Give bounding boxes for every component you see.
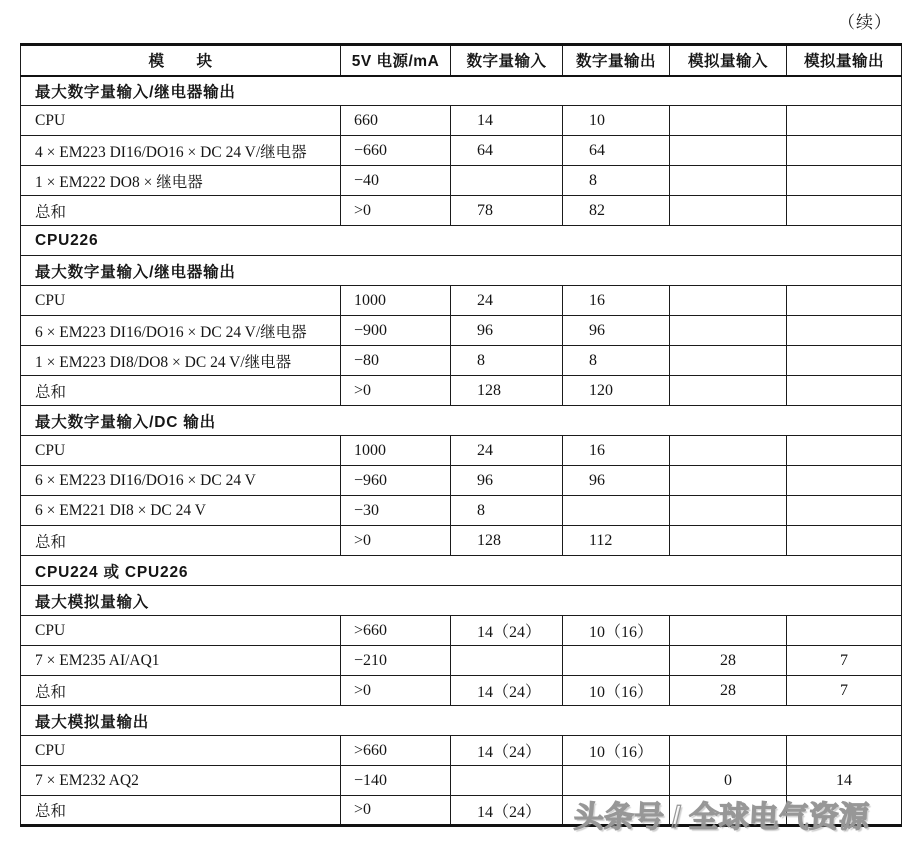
data-row [21, 376, 902, 406]
data-row [21, 286, 902, 316]
power-cell: 1000 [341, 286, 451, 316]
ai-cell [670, 106, 787, 136]
di-cell: 14（24） [451, 676, 563, 706]
section-row [21, 556, 902, 586]
ai-cell: 0 [670, 766, 787, 796]
ao-cell [787, 136, 902, 166]
data-row [21, 346, 902, 376]
section-label: 最大数字量输入/继电器输出 [21, 76, 902, 106]
do-cell: 112 [563, 526, 670, 556]
di-cell: 14（24） [451, 796, 563, 826]
data-row [21, 316, 902, 346]
section-label: CPU226 [21, 226, 902, 256]
ao-cell [787, 286, 902, 316]
section-row [21, 226, 902, 256]
module-cell: 6 × EM221 DI8 × DC 24 V [21, 496, 341, 526]
do-cell [563, 646, 670, 676]
module-cell: 7 × EM235 AI/AQ1 [21, 646, 341, 676]
data-row [21, 526, 902, 556]
do-cell: 16 [563, 286, 670, 316]
ai-cell: 28 [670, 676, 787, 706]
ao-cell: 7 [787, 676, 902, 706]
module-cell: CPU [21, 616, 341, 646]
module-cell: 总和 [21, 196, 341, 226]
di-cell: 96 [451, 316, 563, 346]
data-row [21, 676, 902, 706]
column-header-module: 模 块 [21, 45, 341, 76]
ai-cell [670, 316, 787, 346]
data-row [21, 736, 902, 766]
ao-cell [787, 376, 902, 406]
do-cell: 8 [563, 346, 670, 376]
data-row [21, 436, 902, 466]
ao-cell [787, 196, 902, 226]
di-cell [451, 646, 563, 676]
do-cell: 16 [563, 436, 670, 466]
data-row [21, 466, 902, 496]
di-cell: 24 [451, 286, 563, 316]
section-label: 最大数字量输入/DC 输出 [21, 406, 902, 436]
data-row [21, 196, 902, 226]
table-body [21, 76, 902, 826]
section-row [21, 706, 902, 736]
column-header-ao: 模拟量输出 [787, 45, 902, 76]
power-cell: >660 [341, 736, 451, 766]
ai-cell [670, 496, 787, 526]
do-cell: 10（16） [563, 676, 670, 706]
table-header-row [21, 45, 902, 76]
di-cell: 78 [451, 196, 563, 226]
power-cell: −900 [341, 316, 451, 346]
column-header-ai: 模拟量输入 [670, 45, 787, 76]
ai-cell: 28 [670, 646, 787, 676]
di-cell: 128 [451, 526, 563, 556]
ao-cell [787, 166, 902, 196]
watermark: 头条号 / 全球电气资源 [572, 801, 870, 834]
ai-cell [670, 466, 787, 496]
di-cell [451, 166, 563, 196]
do-cell [563, 496, 670, 526]
module-cell: 6 × EM223 DI16/DO16 × DC 24 V [21, 466, 341, 496]
power-cell: −40 [341, 166, 451, 196]
ao-cell [787, 346, 902, 376]
module-cell: 总和 [21, 796, 341, 826]
power-cell: −660 [341, 136, 451, 166]
di-cell: 24 [451, 436, 563, 466]
table-header [21, 45, 902, 76]
di-cell: 8 [451, 496, 563, 526]
module-cell: 总和 [21, 526, 341, 556]
ao-cell [787, 316, 902, 346]
data-row [21, 796, 902, 826]
power-cell: >0 [341, 526, 451, 556]
section-label: 最大模拟量输入 [21, 586, 902, 616]
section-label: CPU224 或 CPU226 [21, 556, 902, 586]
power-cell: 660 [341, 106, 451, 136]
section-label: 最大数字量输入/继电器输出 [21, 256, 902, 286]
ao-cell [787, 616, 902, 646]
module-spec-table [20, 43, 902, 827]
ao-cell [787, 736, 902, 766]
ai-cell [670, 736, 787, 766]
power-cell: >0 [341, 196, 451, 226]
ao-cell [787, 526, 902, 556]
ai-cell [670, 136, 787, 166]
column-header-di: 数字量输入 [451, 45, 563, 76]
ai-cell [670, 286, 787, 316]
do-cell: 10 [563, 106, 670, 136]
power-cell: −210 [341, 646, 451, 676]
ao-cell: 14 [787, 766, 902, 796]
do-cell: 10（16） [563, 736, 670, 766]
do-cell: 82 [563, 196, 670, 226]
data-row [21, 106, 902, 136]
ai-cell [670, 346, 787, 376]
power-cell: −960 [341, 466, 451, 496]
module-cell: 总和 [21, 376, 341, 406]
ao-cell [787, 796, 902, 826]
power-cell: >660 [341, 616, 451, 646]
data-row [21, 646, 902, 676]
do-cell [563, 766, 670, 796]
power-cell: −140 [341, 766, 451, 796]
di-cell: 64 [451, 136, 563, 166]
ai-cell [670, 796, 787, 826]
ao-cell: 7 [787, 646, 902, 676]
power-cell: −80 [341, 346, 451, 376]
power-cell: >0 [341, 376, 451, 406]
data-row [21, 136, 902, 166]
di-cell: 96 [451, 466, 563, 496]
module-cell: 4 × EM223 DI16/DO16 × DC 24 V/继电器 [21, 136, 341, 166]
module-cell: 1 × EM223 DI8/DO8 × DC 24 V/继电器 [21, 346, 341, 376]
do-cell: 96 [563, 316, 670, 346]
module-cell: 6 × EM223 DI16/DO16 × DC 24 V/继电器 [21, 316, 341, 346]
data-row [21, 496, 902, 526]
ai-cell [670, 196, 787, 226]
ai-cell [670, 436, 787, 466]
di-cell: 8 [451, 346, 563, 376]
module-cell: CPU [21, 286, 341, 316]
ao-cell [787, 496, 902, 526]
ao-cell [787, 106, 902, 136]
do-cell: 64 [563, 136, 670, 166]
power-cell: −30 [341, 496, 451, 526]
module-cell: 7 × EM232 AQ2 [21, 766, 341, 796]
section-label: 最大模拟量输出 [21, 706, 902, 736]
module-cell: 1 × EM222 DO8 × 继电器 [21, 166, 341, 196]
data-row [21, 766, 902, 796]
di-cell: 14（24） [451, 616, 563, 646]
di-cell: 14（24） [451, 736, 563, 766]
do-cell [563, 796, 670, 826]
do-cell: 96 [563, 466, 670, 496]
ao-cell [787, 436, 902, 466]
module-cell: 总和 [21, 676, 341, 706]
data-row [21, 166, 902, 196]
di-cell: 128 [451, 376, 563, 406]
column-header-power: 5V 电源/mA [341, 45, 451, 76]
data-row [21, 616, 902, 646]
section-row [21, 256, 902, 286]
module-cell: CPU [21, 736, 341, 766]
di-cell [451, 766, 563, 796]
ai-cell [670, 376, 787, 406]
do-cell: 120 [563, 376, 670, 406]
continued-label: （续） [838, 13, 892, 32]
column-header-do: 数字量输出 [563, 45, 670, 76]
power-cell: 1000 [341, 436, 451, 466]
module-cell: CPU [21, 106, 341, 136]
do-cell: 10（16） [563, 616, 670, 646]
section-row [21, 76, 902, 106]
do-cell: 8 [563, 166, 670, 196]
di-cell: 14 [451, 106, 563, 136]
ao-cell [787, 466, 902, 496]
section-row [21, 586, 902, 616]
section-row [21, 406, 902, 436]
module-cell: CPU [21, 436, 341, 466]
ai-cell [670, 616, 787, 646]
power-cell: >0 [341, 676, 451, 706]
power-cell: >0 [341, 796, 451, 826]
ai-cell [670, 526, 787, 556]
ai-cell [670, 166, 787, 196]
